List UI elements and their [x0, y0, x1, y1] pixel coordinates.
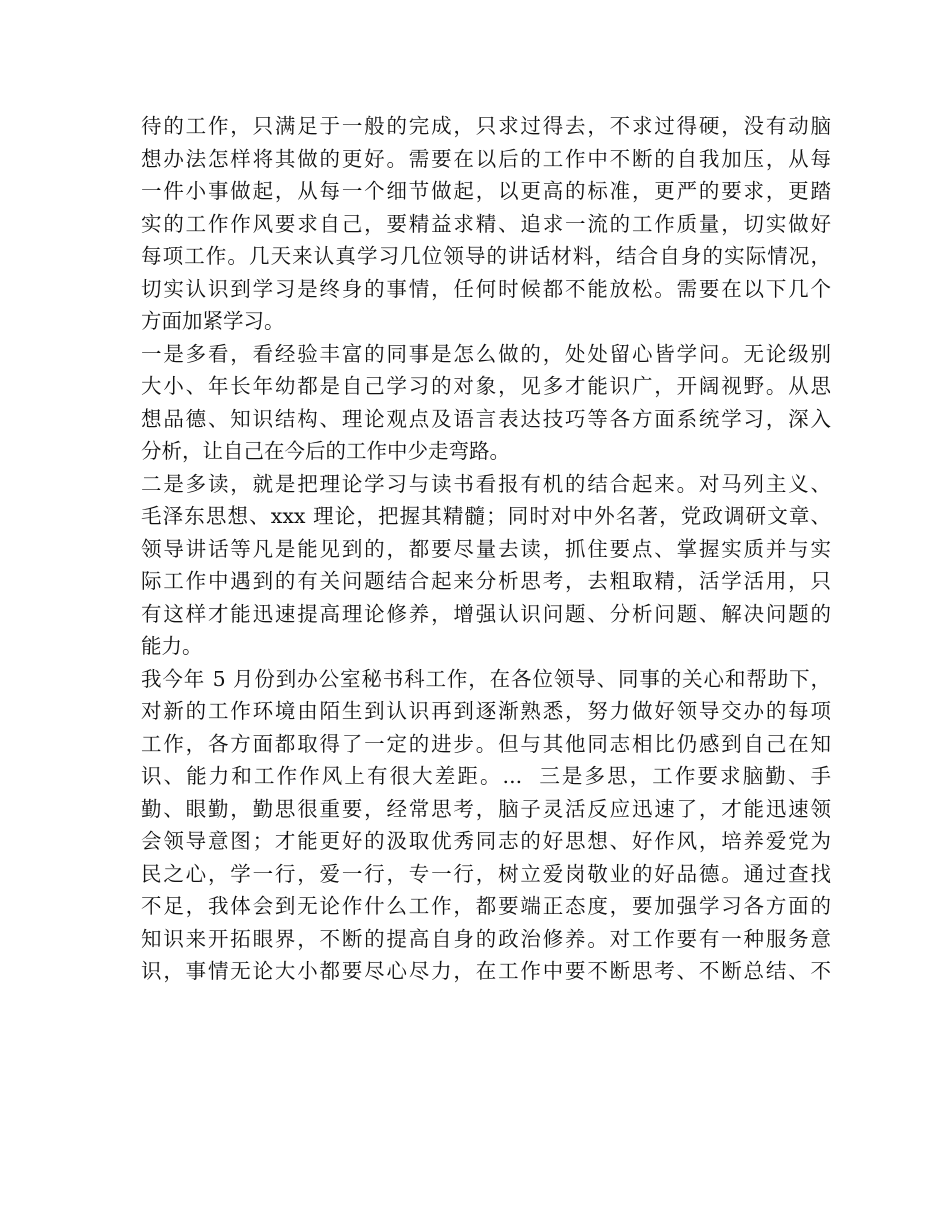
text-line: 勤、眼勤，勤思很重要，经常思考，脑子灵活反应迅速了，才能迅速领	[141, 796, 831, 821]
document-body-text	[141, 110, 831, 988]
text-line: 知识来开拓眼界，不断的提高自身的政治修养。对工作要有一种服务意	[141, 926, 831, 951]
text-line: 不足，我体会到无论作什么工作，都要端正态度，要加强学习各方面的	[141, 894, 831, 918]
text-line: 领导讲话等凡是能见到的，都要尽量去读，抓住要点、掌握实质并与实	[141, 536, 831, 561]
text-line: 每项工作。几天来认真学习几位领导的讲话材料，结合自身的实际情况，	[141, 244, 831, 268]
text-line: 实的工作作风要求自己，要精益求精、追求一流的工作质量，切实做好	[141, 211, 831, 236]
text-line: 二是多读，就是把理论学习与读书看报有机的结合起来。对马列主义、	[141, 471, 831, 496]
text-line: 际工作中遇到的有关问题结合起来分析思考，去粗取精，活学活用，只	[141, 569, 831, 593]
text-line: 对新的工作环境由陌生到认识再到逐渐熟悉，努力做好领导交办的每项	[141, 699, 831, 723]
text-line: 大小、年长年幼都是自己学习的对象，见多才能识广，开阔视野。从思	[141, 374, 831, 398]
text-line: 识，事情无论大小都要尽心尽力，在工作中要不断思考、不断总结、不	[141, 959, 831, 983]
text-line: 想办法怎样将其做的更好。需要在以后的工作中不断的自我加压，从每	[141, 146, 831, 171]
text-line: 切实认识到学习是终身的事情，任何时候都不能放松。需要在以下几个	[141, 276, 831, 301]
text-line: 我今年 5 月份到办公室秘书科工作，在各位领导、同事的关心和帮助下，	[141, 666, 831, 691]
text-line: 会领导意图；才能更好的汲取优秀同志的好思想、好作风，培养爱党为	[141, 829, 831, 853]
text-line: 民之心，学一行，爱一行，专一行，树立爱岗敬业的好品德。通过查找	[141, 861, 831, 886]
text-line: 毛泽东思想、xxx 理论，把握其精髓；同时对中外名著，党政调研文章、	[141, 504, 831, 528]
text-line: 一是多看，看经验丰富的同事是怎么做的，处处留心皆学问。无论级别	[141, 341, 831, 366]
text-line: 想品德、知识结构、理论观点及语言表达技巧等各方面系统学习，深入	[141, 406, 831, 431]
text-line: 一件小事做起，从每一个细节做起，以更高的标准，更严的要求，更踏	[141, 179, 831, 203]
text-line: 分析，让自己在今后的工作中少走弯路。	[141, 439, 510, 463]
text-line: 方面加紧学习。	[141, 309, 285, 333]
text-line: 识、能力和工作作风上有很大差距。... 三是多思，工作要求脑勤、手	[141, 764, 831, 788]
text-line: 待的工作，只满足于一般的完成，只求过得去，不求过得硬，没有动脑	[141, 114, 831, 138]
text-line: 有这样才能迅速提高理论修养，增强认识问题、分析问题、解决问题的	[141, 601, 831, 626]
text-line: 能力。	[141, 634, 203, 658]
text-line: 工作，各方面都取得了一定的进步。但与其他同志相比仍感到自己在知	[141, 731, 831, 756]
